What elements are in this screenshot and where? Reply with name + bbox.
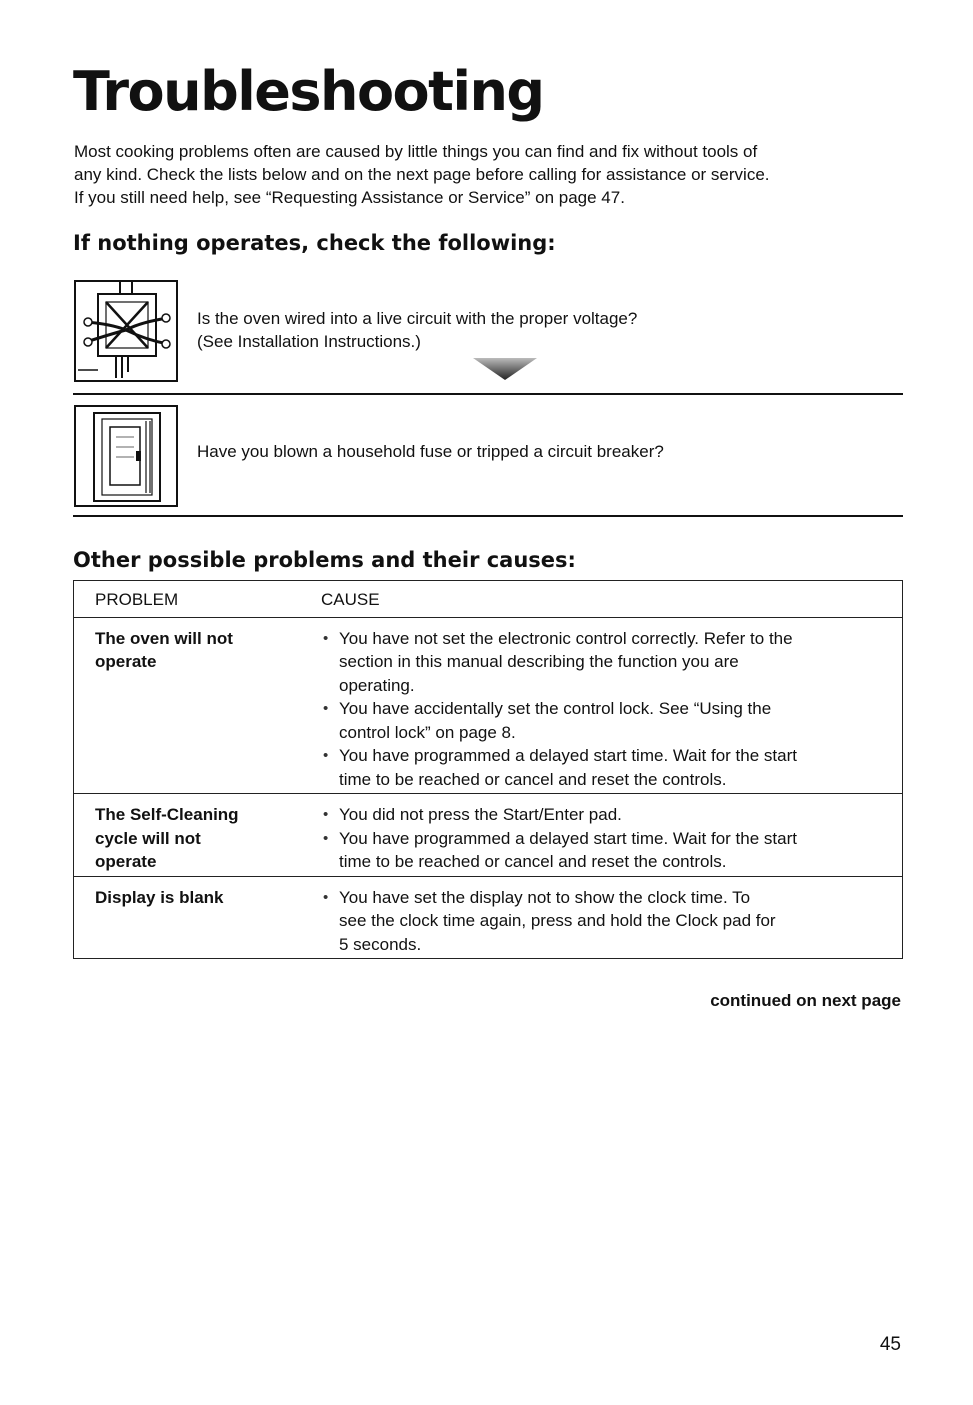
problem-line: operate <box>95 852 157 871</box>
cause-line: control lock” on page 8. <box>339 722 516 742</box>
cause-line: • You have programmed a delayed start time. Wait for the start <box>339 746 797 765</box>
check-line: (See Installation Instructions.) <box>197 332 421 351</box>
cause-line: • You did not press the Start/Enter pad. <box>339 805 622 824</box>
nothing-operates-heading: If nothing operates, check the following: <box>73 231 556 255</box>
intro-line: any kind. Check the lists below and on the next page before calling for assistance or service. <box>74 165 770 184</box>
cause-line: see the clock time again, press and hold the Clock pad for <box>339 911 776 930</box>
intro-line: If you still need help, see “Requesting Assistance or Service” on page 47. <box>74 188 625 207</box>
problem-line: The Self-Cleaning <box>95 805 239 824</box>
intro-line: Most cooking problems often are caused by little things you can find and fix without tools of <box>74 142 758 161</box>
problem-cell <box>74 617 322 794</box>
divider <box>73 515 903 517</box>
page-title: Troubleshooting <box>73 60 544 123</box>
circuit-breaker-panel-icon <box>74 405 178 507</box>
cause-item <box>321 827 887 874</box>
problems-table <box>73 580 903 959</box>
cause-line: 5 seconds. <box>339 934 422 954</box>
table-row <box>74 794 903 877</box>
other-problems-heading: Other possible problems and their causes: <box>73 548 576 572</box>
table-row <box>74 617 903 794</box>
problem-line: The oven will not <box>95 628 233 648</box>
problem-line: operate <box>95 652 157 671</box>
problem-line: cycle will not <box>95 828 201 848</box>
check-item-text <box>197 440 664 463</box>
cause-line: • You have programmed a delayed start time. Wait for the start <box>339 828 797 848</box>
cause-item <box>321 627 887 698</box>
electrical-junction-box-icon <box>74 280 178 382</box>
check-line: Is the oven wired into a live circuit with the proper voltage? <box>197 309 638 328</box>
cause-item <box>321 744 887 791</box>
check-item-text <box>197 307 637 353</box>
cause-cell <box>321 794 903 877</box>
cause-item <box>321 886 887 957</box>
cause-item <box>321 697 887 744</box>
cause-line: • You have accidentally set the control lock. See “Using the <box>339 699 772 718</box>
problem-cell <box>74 794 322 877</box>
cause-line: section in this manual describing the function you are <box>339 652 739 671</box>
table-row <box>74 876 903 959</box>
cause-line: time to be reached or cancel and reset the controls. <box>339 852 727 871</box>
problem-cell <box>74 876 322 959</box>
continued-note: continued on next page <box>710 991 901 1010</box>
cause-line: • You have not set the electronic control correctly. Refer to the <box>339 628 793 648</box>
column-header-cause: CAUSE <box>321 581 903 618</box>
cause-line: time to be reached or cancel and reset the controls. <box>339 769 727 789</box>
page-number: 45 <box>879 1334 901 1355</box>
table-header-row <box>74 581 903 618</box>
cause-cell <box>321 876 903 959</box>
column-header-problem: PROBLEM <box>74 581 322 618</box>
cause-line: operating. <box>339 675 415 695</box>
cause-item <box>321 803 887 827</box>
divider <box>73 393 903 395</box>
arrow-down-icon <box>473 358 537 382</box>
cause-line: • You have set the display not to show the clock time. To <box>339 887 751 907</box>
problem-line: Display is blank <box>95 887 224 907</box>
check-line: Have you blown a household fuse or tripped a circuit breaker? <box>197 442 664 461</box>
cause-cell <box>321 617 903 794</box>
intro-paragraph <box>74 140 904 209</box>
